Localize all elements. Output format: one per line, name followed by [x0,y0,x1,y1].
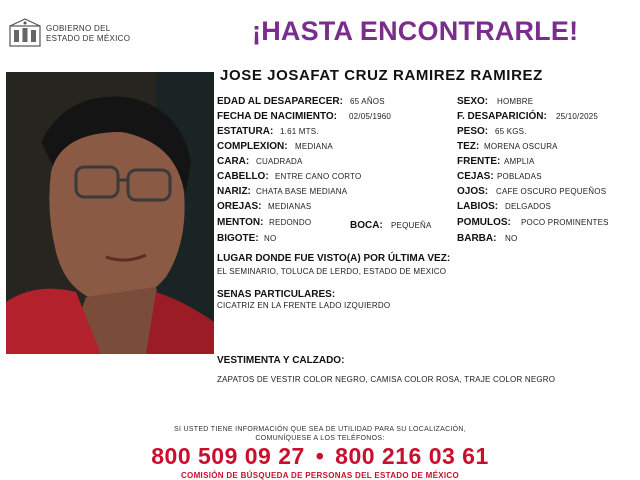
government-name-line2: ESTADO DE MÉXICO [46,34,131,43]
government-name-line1: GOBIERNO DEL [46,24,111,33]
skin-tone-label: TEZ: [457,141,480,152]
beard-label: BARBA: [457,233,497,244]
sex-value: HOMBRE [497,97,534,106]
lips-label: LABIOS: [457,201,499,212]
birthdate-label: FECHA DE NACIMIENTO: [217,111,337,122]
hair-label: CABELLO: [217,171,269,182]
height-label: ESTATURA: [217,126,274,137]
phone-number-2[interactable]: 800 216 03 61 [335,443,489,469]
ears-label: OREJAS: [217,201,262,212]
weight-value: 65 KGS. [495,127,527,136]
hair-value: ENTRE CANO CORTO [275,172,362,181]
person-name: JOSE JOSAFAT CRUZ RAMIREZ RAMIREZ [220,67,543,84]
weight-label: PESO: [457,126,489,137]
mouth-label: BOCA: [350,220,383,231]
cheekbones-label: POMULOS: [457,217,511,228]
eyebrows-label: CEJAS: [457,171,494,182]
ears-value: MEDIANAS [268,202,312,211]
clothing-value: ZAPATOS DE VESTIR COLOR NEGRO, CAMISA COLOR ROSA, TRAJE COLOR NEGRO [217,375,556,384]
age-value: 65 AÑOS [350,97,385,106]
government-seal-icon [8,18,42,48]
portrait-illustration [6,72,214,354]
chin-label: MENTON: [217,217,264,228]
beard-value: NO [505,234,518,243]
face-label: CARA: [217,156,250,167]
skin-tone-value: MORENA OSCURA [484,142,558,151]
phone-number-1[interactable]: 800 509 09 27 [151,443,305,469]
missing-person-photo [6,72,214,354]
last-seen-value: EL SEMINARIO, TOLUCA DE LERDO, ESTADO DE MEXICO [217,267,447,276]
birthdate-value: 02/05/1960 [349,112,392,121]
last-seen-label: LUGAR DONDE FUE VISTO(A) POR ÚLTIMA VEZ: [217,253,451,264]
contact-note-line2: COMUNÍQUESE A LOS TELÉFONOS: [255,435,385,442]
marks-label: SENAS PARTICULARES: [217,289,336,300]
commission-name: COMISIÓN DE BÚSQUEDA DE PERSONAS DEL ESTADO DE MÉXICO [180,471,459,480]
nose-value: CHATA BASE MEDIANA [256,187,348,196]
mustache-value: NO [264,234,277,243]
disappearance-date-label: F. DESAPARICIÓN: [457,111,547,122]
build-value: MEDIANA [295,142,333,151]
clothing-label: VESTIMENTA Y CALZADO: [217,355,345,366]
face-value: CUADRADA [256,157,303,166]
build-label: COMPLEXION: [217,141,288,152]
nose-label: NARIZ: [217,186,251,197]
lips-value: DELGADOS [505,202,552,211]
mouth-value: PEQUEÑA [391,221,432,230]
height-value: 1.61 MTS. [280,127,319,136]
chin-value: REDONDO [269,218,312,227]
eyebrows-value: POBLADAS [497,172,542,181]
sex-label: SEXO: [457,96,489,107]
contact-note-line1: SI USTED TIENE INFORMACIÓN QUE SEA DE UTILIDAD PARA SU LOCALIZACIÓN, [173,426,467,433]
marks-value: CICATRIZ EN LA FRENTE LADO IZQUIERDO [217,301,391,310]
age-label: EDAD AL DESAPARECER: [217,96,343,107]
page-headline: ¡HASTA ENCONTRARLE! [252,16,579,46]
eyes-value: CAFE OSCURO PEQUEÑOS [496,187,607,196]
forehead-label: FRENTE: [457,156,501,167]
forehead-value: AMPLIA [504,157,535,166]
eyes-label: OJOS: [457,186,489,197]
disappearance-date-value: 25/10/2025 [556,112,599,121]
phone-numbers [0,443,640,470]
cheekbones-value: POCO PROMINENTES [521,218,609,227]
phone-separator: • [315,443,325,469]
mustache-label: BIGOTE: [217,233,259,244]
